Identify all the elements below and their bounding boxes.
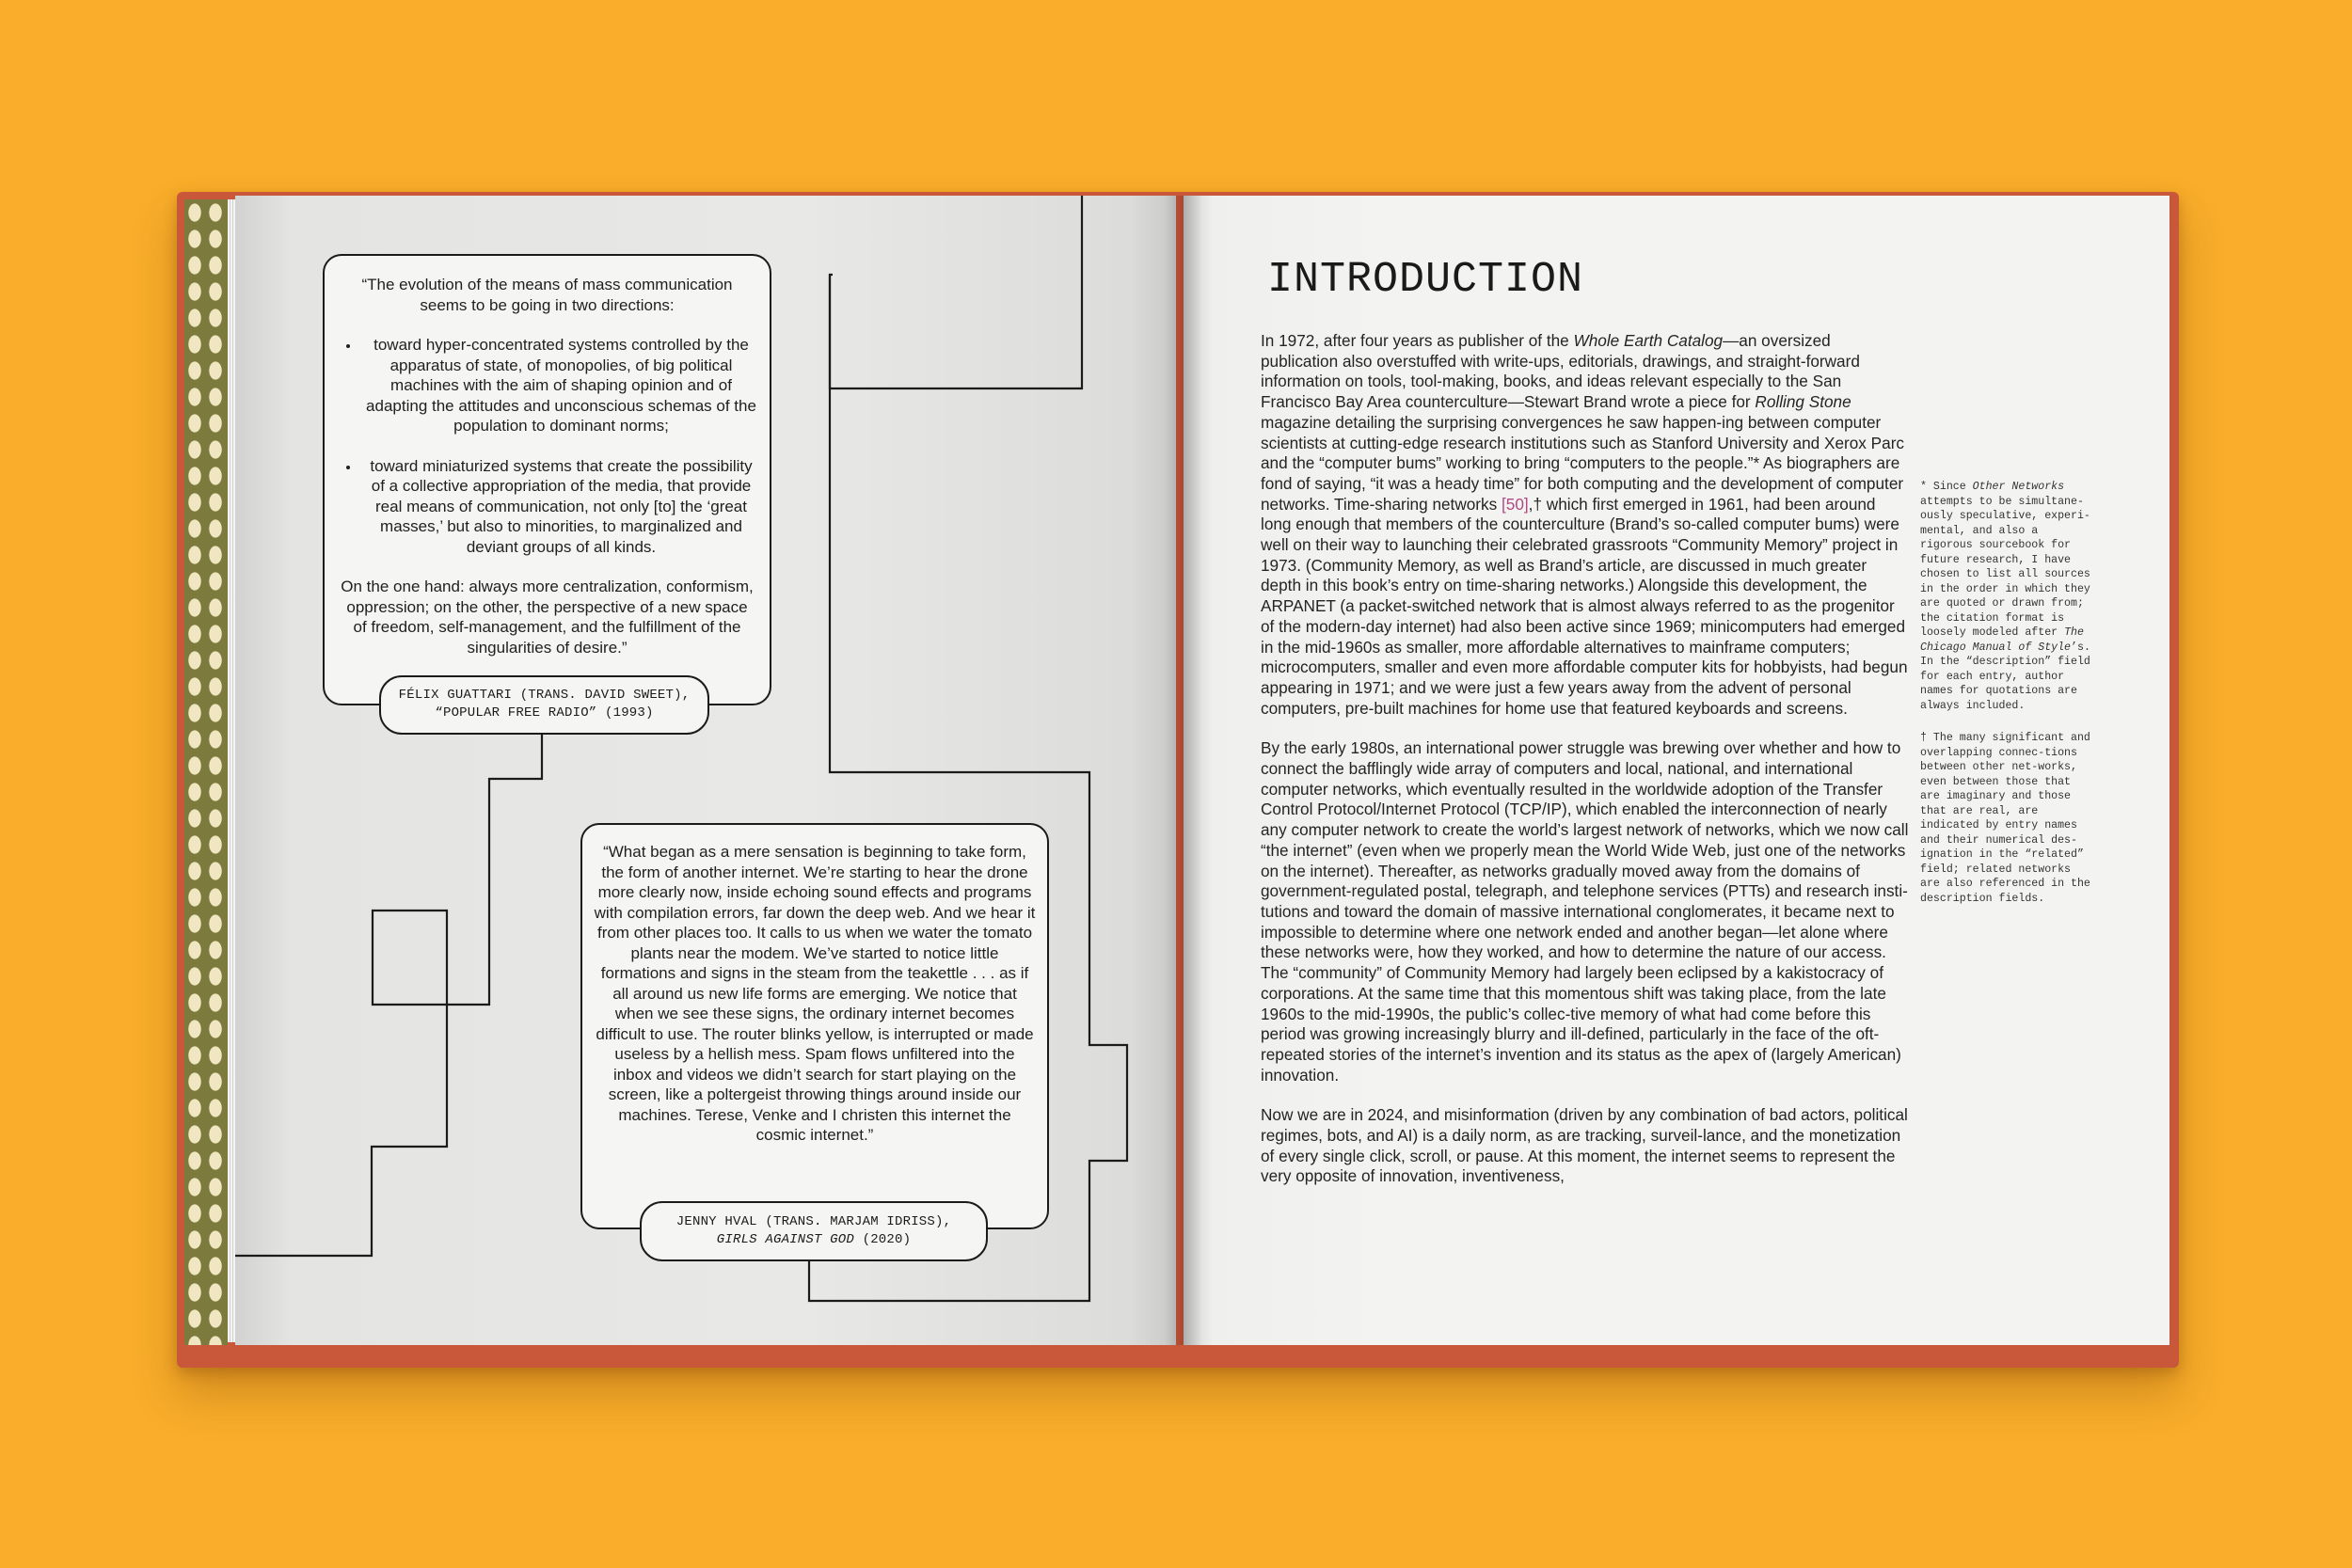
citation-hval <box>640 1201 988 1261</box>
body-paragraph: In 1972, after four years as publisher of the Whole Earth Catalog—an oversized publication also overstuffed with write-ups, editorials, drawings, and straight-forward information on tools, tool-making, books, and ideas relevant especially to the San Francisco Bay Area counterculture—Stewart Brand wrote a piece for Rolling Stone magazine detailing the surprising convergences he saw happen-ing between computer scientists at cutting-edge research institutions such as Stanford University and Xerox Parc and the “computer bums” working to bring “computers to the people.”* As biographers are fond of saying, “it was a heady time” for both computing and the development of computer networks. Time-sharing networks [50],† which first emerged in 1961, had been around long enough that members of the counterculture (Brand’s so-called computer bums) were well on their way to launching their celebrated grassroots “Community Memory” project in 1973. (Community Memory, as well as Brand’s article, are discussed in much greater depth in this book’s entry on time-sharing networks.) Alongside this development, the ARPANET (a packet-switched network that is almost always referred to as the progenitor of the modern-day internet) had also been active since 1969; minicomputers had emerged in the mid-1960s as smaller, more affordable alternatives to mainframe computers; microcomputers, smaller and even more affordable computer kits for hobbyists, had begun appearing in 1971; and we were just a few years away from the advent of personal computers, pre-built machines for home use that featured keyboards and screens. <box>1261 331 1908 718</box>
body-paragraph: Now we are in 2024, and misinformation (driven by any combination of bad actors, political regimes, bots, and AI) is a daily norm, as are tracking, surveil-lance, and the monetization of every single click, scroll, or pause. At this moment, the internet seems to represent the very opposite of innovation, inventiveness, <box>1261 1105 1908 1186</box>
section-title: INTRODUCTION <box>1267 256 1584 304</box>
left-page <box>235 196 1176 1345</box>
quote-text: “What began as a mere sensation is beginning to take form, the form of another internet. We’re starting to hear the drone more clearly now, inside echoing sound effects and programs with compilation errors, far down the deep web. And we hear it from other places too. It calls to us when we water the tomato plants near the modem. We’ve started to notice little formations and signs in the steam from the teakettle . . . as if all around us new life forms are emerging. We notice that when we see these signs, the ordinary internet becomes difficult to use. The router blinks yellow, is interrupted or made useless by a hellish mess. Spam flows unfiltered into the inbox and videos we didn’t search for start playing on the screen, like a poltergeist throwing things around inside our machines. Terese, Venke and I christen this internet the cosmic internet.” <box>594 843 1036 1144</box>
quote-bullet: • toward miniaturized systems that create the possibility of a collective appropriation of the media, that provide real means of communication, not only [to] the ‘great masses,’ but also to minorities, to marginalized and deviant groups of all kinds. <box>360 456 756 558</box>
citation-line: FÉLIX GUATTARI (TRANS. DAVID SWEET), <box>398 688 691 703</box>
quote-bullet: • toward hyper-concentrated systems controlled by the apparatus of state, of monopolies, of big political machines with the aim of shaping opinion and of adapting the attitudes and unconscious schemas of the population to dominant norms; <box>360 335 756 436</box>
book-gutter-shadow <box>1165 196 1202 1345</box>
citation-line: “POPULAR FREE RADIO” (1993) <box>435 705 654 721</box>
quote-box-guattari <box>323 254 771 705</box>
footnote: * Since Other Networks attempts to be simultane-ously speculative, experi-mental, and also a rigorous sourcebook for future research, I have chosen to list all sources in the order in which they are quoted or drawn from; the citation format is loosely modeled after The Chicago Manual of Style’s. In the “description” field for each entry, author names for quotations are always included. <box>1920 481 2090 712</box>
entry-reference-link[interactable]: [50] <box>1502 494 1529 514</box>
patterned-endpaper <box>184 199 228 1345</box>
body-text <box>1261 331 1910 1207</box>
sidenotes <box>1920 480 2095 924</box>
quote-closing: On the one hand: always more centralization, conformism, oppression; on the other, the perspective of a new space of freedom, self-management, and the fulfillment of the singularities of desire.” <box>341 578 754 657</box>
body-paragraph: By the early 1980s, an international power struggle was brewing over whether and how to connect the bafflingly wide array of computers and local, national, and international computer networks, which eventually resulted in the worldwide adoption of the Transfer Control Protocol/Internet Protocol (TCP/IP), which enabled the interconnection of nearly any computer network to create the world’s largest network of networks, which we now call “the internet” (even when we properly mean the World Wide Web, just one of the networks on the internet). Thereafter, as networks gradually moved away from the domains of government-regulated postal, telegraph, and telephone services (PTTs) and research insti-tutions and toward the domain of massive international conglomerates, it became next to impossible to determine where one network ended and another began—let alone where these networks were, how they worked, and how to determine the nature of our access. The “community” of Community Memory had largely been eclipsed by a kakistocracy of corporations. At the same time that this momentous shift was taking place, from the late 1960s to the mid-1990s, the public’s collec-tive memory of what had come before this period was growing increasingly blurry and ill-defined, particularly in the face of the oft-repeated stories of the internet’s invention and its status as the apex of (largely American) innovation. <box>1261 738 1909 1085</box>
quote-box-hval <box>580 823 1049 1229</box>
right-page <box>1184 196 2169 1345</box>
citation-guattari <box>379 675 709 735</box>
citation-book-title: GIRLS AGAINST GOD <box>716 1232 854 1247</box>
maze-path-top <box>830 196 1082 388</box>
citation-year: (2020) <box>854 1232 912 1247</box>
citation-line: JENNY HVAL (TRANS. MARJAM IDRISS), <box>675 1214 952 1229</box>
quote-intro: “The evolution of the means of mass communication seems to be going in two directions: <box>361 276 733 314</box>
maze-path-middle <box>235 735 542 1256</box>
footnote: † The many significant and overlapping connec-tions between other net-works, even between those that are imaginary and those that are real, are indicated by entry names and their numerical des-ignation in the “related” field; related networks are also referenced in the description fields. <box>1920 732 2090 905</box>
quote-bullet-list <box>338 335 756 557</box>
